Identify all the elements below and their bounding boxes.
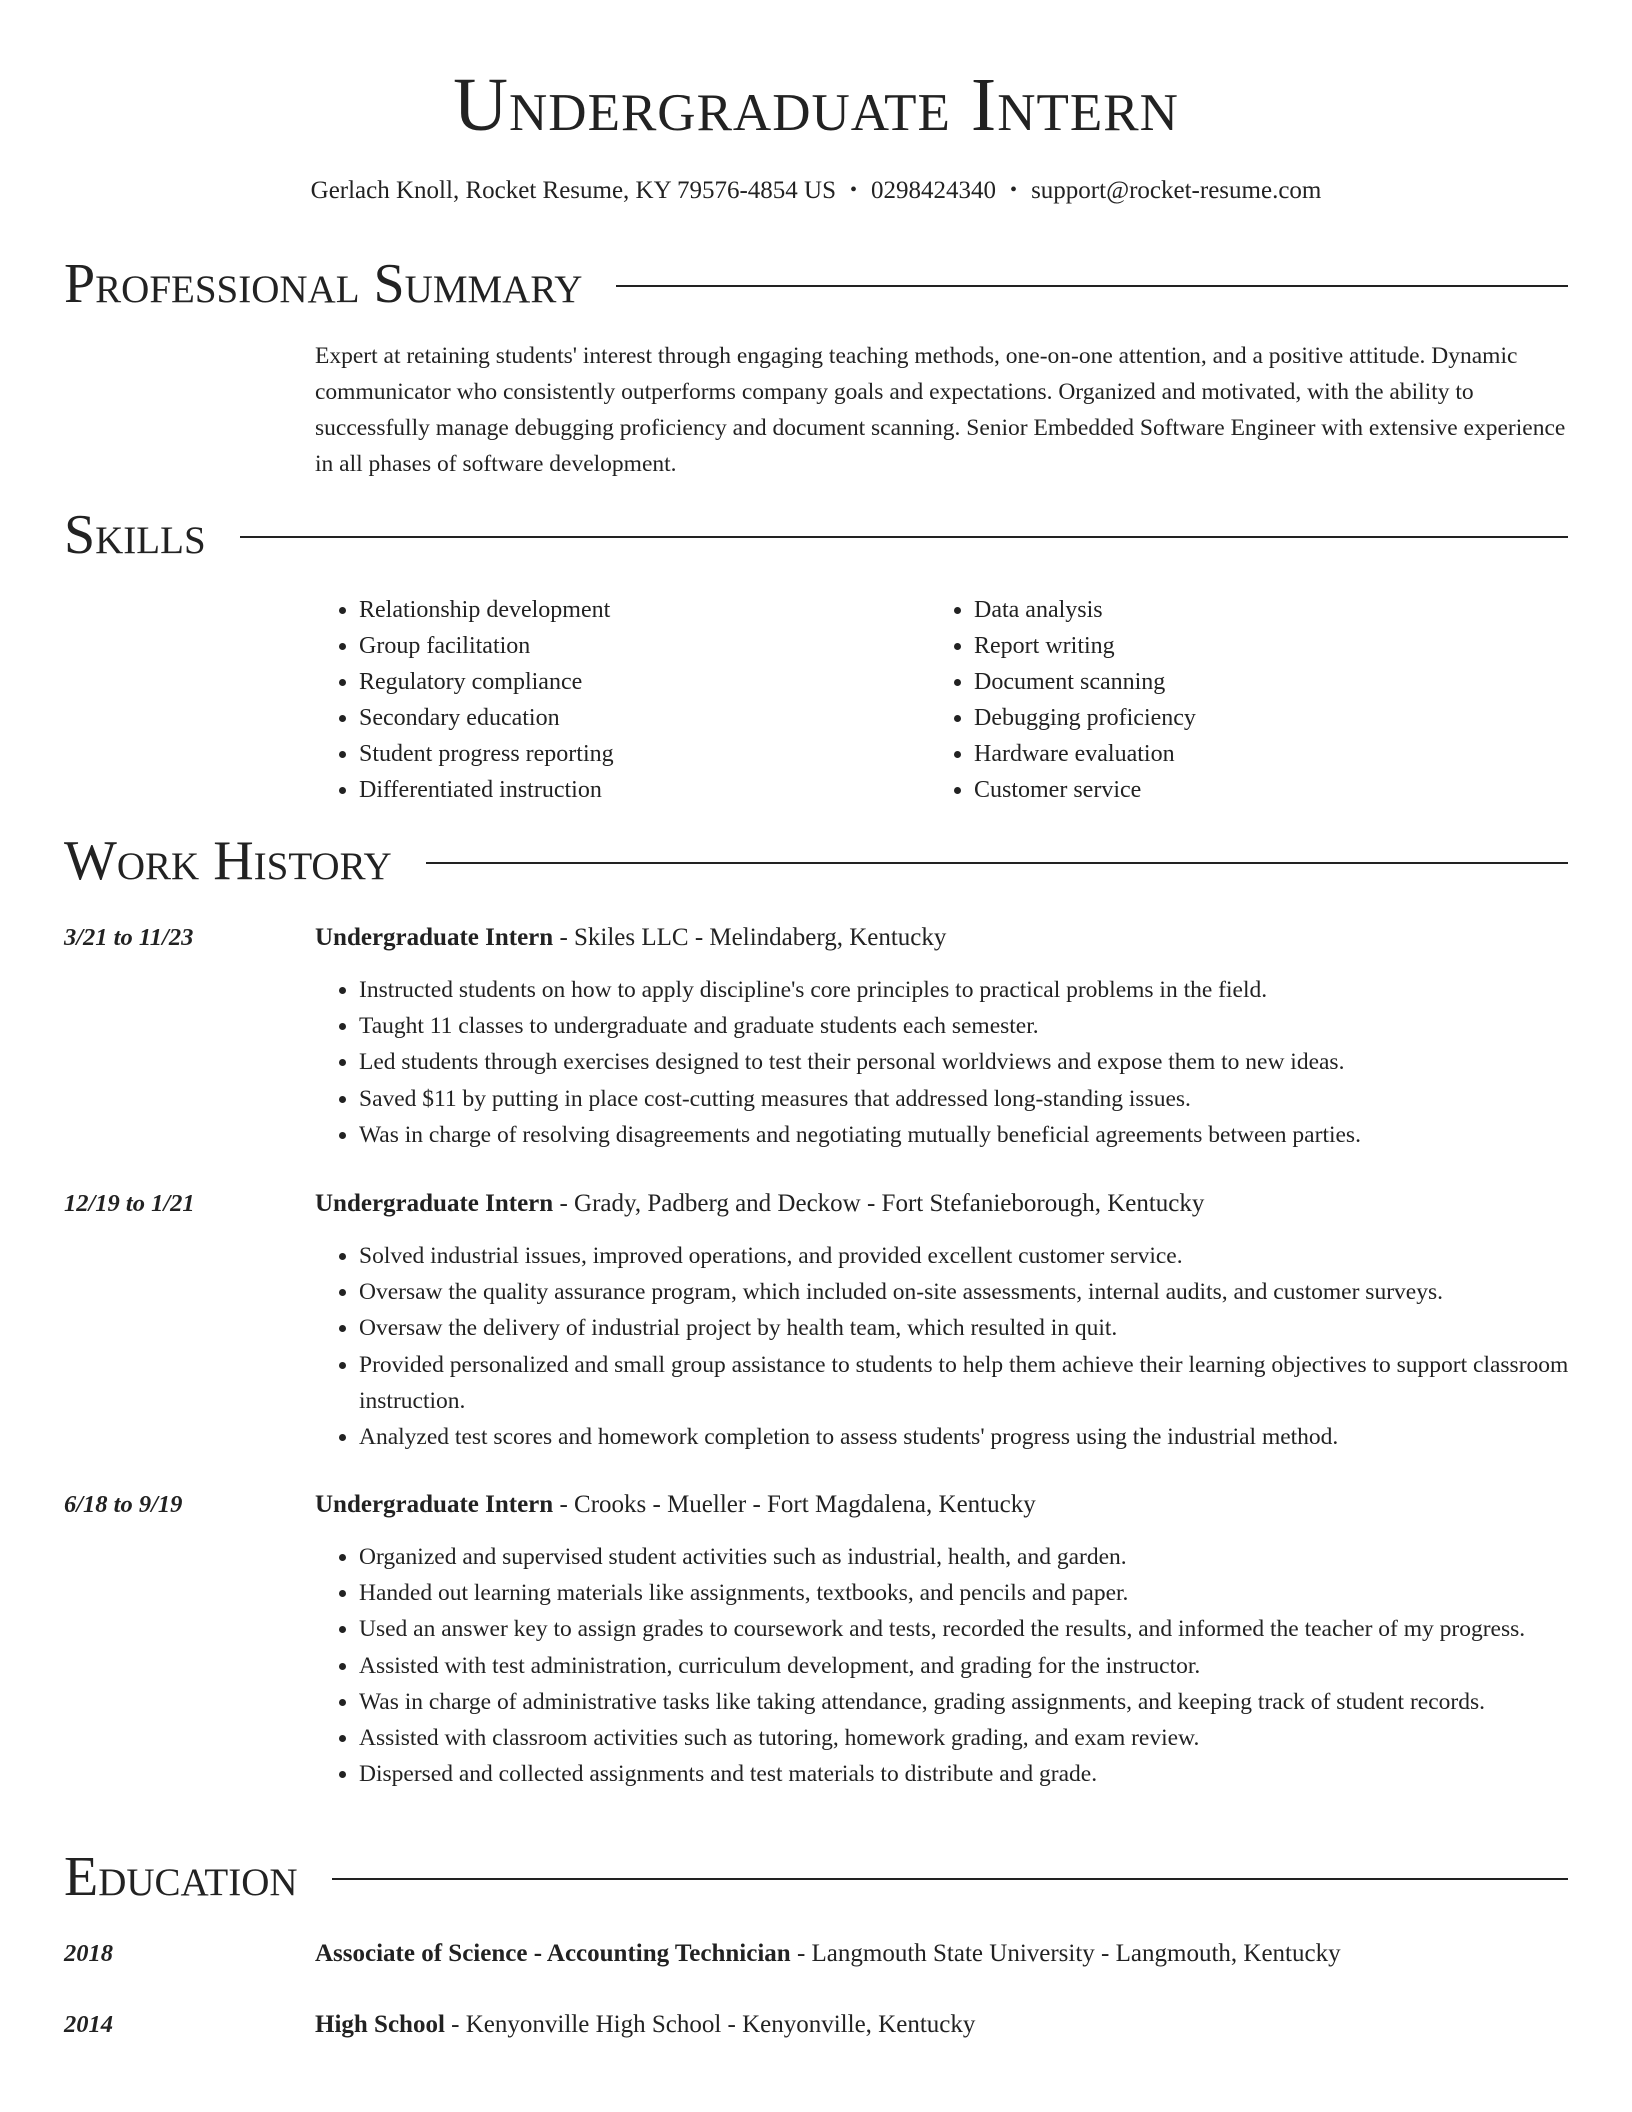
skills-list-left (315, 592, 614, 808)
job-bullet: • Oversaw the quality assurance program, which included on-site assessments, internal audits, and customer surveys. (359, 1274, 1614, 1310)
job-dates: 6/18 to 9/19 (64, 1491, 183, 1518)
skill-item: • Secondary education (359, 700, 614, 736)
contact-address: Gerlach Knoll, Rocket Resume, KY 79576-4854 US (310, 177, 837, 204)
skill-item: • Report writing (974, 628, 1196, 664)
skill-item: • Data analysis (974, 592, 1196, 628)
job-role: Undergraduate Intern (315, 924, 554, 951)
job-bullet: • Analyzed test scores and homework completion to assess students' progress using the industrial method. (359, 1419, 1614, 1455)
job-bullet: • Assisted with test administration, curriculum development, and grading for the instructor. (359, 1648, 1614, 1684)
job-bullets (315, 972, 1614, 1153)
skill-item: • Relationship development (359, 592, 614, 628)
job-bullet: • Provided personalized and small group assistance to students to help them achieve their learning objectives to support classroom instruction. (359, 1347, 1614, 1419)
skills-list-right (930, 592, 1196, 808)
education-details: - Langmouth State University - Langmouth, Kentucky (790, 1940, 1341, 1967)
job-bullet: • Led students through exercises designed to test their personal worldviews and expose them to new ideas. (359, 1044, 1614, 1080)
summary-section-header (64, 249, 1568, 319)
job-bullet: • Was in charge of resolving disagreements and negotiating mutually beneficial agreements between parties. (359, 1117, 1614, 1153)
job-heading (315, 1487, 1570, 1523)
summary-title: Professional Summary (64, 253, 583, 315)
skill-item: • Customer service (974, 772, 1196, 808)
job-dates: 3/21 to 11/23 (64, 924, 194, 951)
job-bullet: • Instructed students on how to apply discipline's core principles to practical problems in the field. (359, 972, 1614, 1008)
education-degree: High School (315, 2011, 445, 2038)
job-heading (315, 920, 1570, 956)
job-role: Undergraduate Intern (315, 1491, 554, 1518)
job-bullet: • Dispersed and collected assignments and test materials to distribute and grade. (359, 1756, 1614, 1792)
skill-item: • Group facilitation (359, 628, 614, 664)
job-details: - Skiles LLC - Melindaberg, Kentucky (553, 924, 947, 951)
skill-item: • Hardware evaluation (974, 736, 1196, 772)
contact-separator: • (850, 179, 858, 201)
summary-text: Expert at retaining students' interest through engaging teaching methods, one-on-one attention, and a positive attitude. Dynamic communicator who consistently outperforms company goals and expectations. Organized and motivated, with the ability to successfully manage debugging proficiency and document scanning. Senior Embedded Software Engineer with extensive experience in all phases of software development. (315, 343, 1566, 477)
skill-item: • Student progress reporting (359, 736, 614, 772)
job-details: - Crooks - Mueller - Fort Magdalena, Kentucky (553, 1491, 1036, 1518)
job-bullet: • Assisted with classroom activities such as tutoring, homework grading, and exam review. (359, 1720, 1614, 1756)
skill-item: • Debugging proficiency (974, 700, 1196, 736)
section-divider (240, 536, 1568, 538)
candidate-name: Undergraduate Intern (453, 63, 1179, 147)
job-bullet: • Used an answer key to assign grades to coursework and tests, recorded the results, and informed the teacher of my progress. (359, 1611, 1614, 1647)
job-bullet: • Oversaw the delivery of industrial project by health team, which resulted in quit. (359, 1310, 1614, 1346)
skills-section-header (64, 500, 1568, 570)
job-bullet: • Was in charge of administrative tasks like taking attendance, grading assignments, and keeping track of student records. (359, 1684, 1614, 1720)
skills-title: Skills (64, 504, 206, 566)
skill-item: • Differentiated instruction (359, 772, 614, 808)
skill-item: • Document scanning (974, 664, 1196, 700)
education-heading (315, 1936, 1570, 1972)
job-heading (315, 1186, 1570, 1222)
job-bullets (315, 1238, 1614, 1455)
job-bullet: • Saved $11 by putting in place cost-cutting measures that addressed long-standing issues. (359, 1081, 1614, 1117)
education-year: 2014 (64, 2011, 113, 2038)
education-section-header (64, 1842, 1568, 1912)
work-section-header (64, 826, 1568, 896)
job-bullets (315, 1539, 1614, 1792)
work-title: Work History (64, 830, 392, 892)
contact-separator: • (1010, 179, 1018, 201)
job-role: Undergraduate Intern (315, 1190, 554, 1217)
education-year: 2018 (64, 1940, 113, 1967)
job-bullet: • Organized and supervised student activities such as industrial, health, and garden. (359, 1539, 1614, 1575)
job-bullet: • Solved industrial issues, improved operations, and provided excellent customer service. (359, 1238, 1614, 1274)
section-divider (426, 862, 1568, 864)
job-dates: 12/19 to 1/21 (64, 1190, 195, 1217)
section-divider (332, 1878, 1568, 1880)
job-bullet: • Taught 11 classes to undergraduate and graduate students each semester. (359, 1008, 1614, 1044)
education-title: Education (64, 1846, 298, 1908)
education-heading (315, 2007, 1570, 2043)
contact-email[interactable]: support@rocket-resume.com (1031, 177, 1322, 204)
job-details: - Grady, Padberg and Deckow - Fort Stefanieborough, Kentucky (553, 1190, 1205, 1217)
contact-line (0, 174, 1632, 209)
section-divider (616, 285, 1568, 287)
contact-phone: 0298424340 (871, 177, 997, 204)
job-bullet: • Handed out learning materials like assignments, textbooks, and pencils and paper. (359, 1575, 1614, 1611)
education-degree: Associate of Science - Accounting Technician (315, 1940, 791, 1967)
skill-item: • Regulatory compliance (359, 664, 614, 700)
education-details: - Kenyonville High School - Kenyonville, Kentucky (444, 2011, 976, 2038)
